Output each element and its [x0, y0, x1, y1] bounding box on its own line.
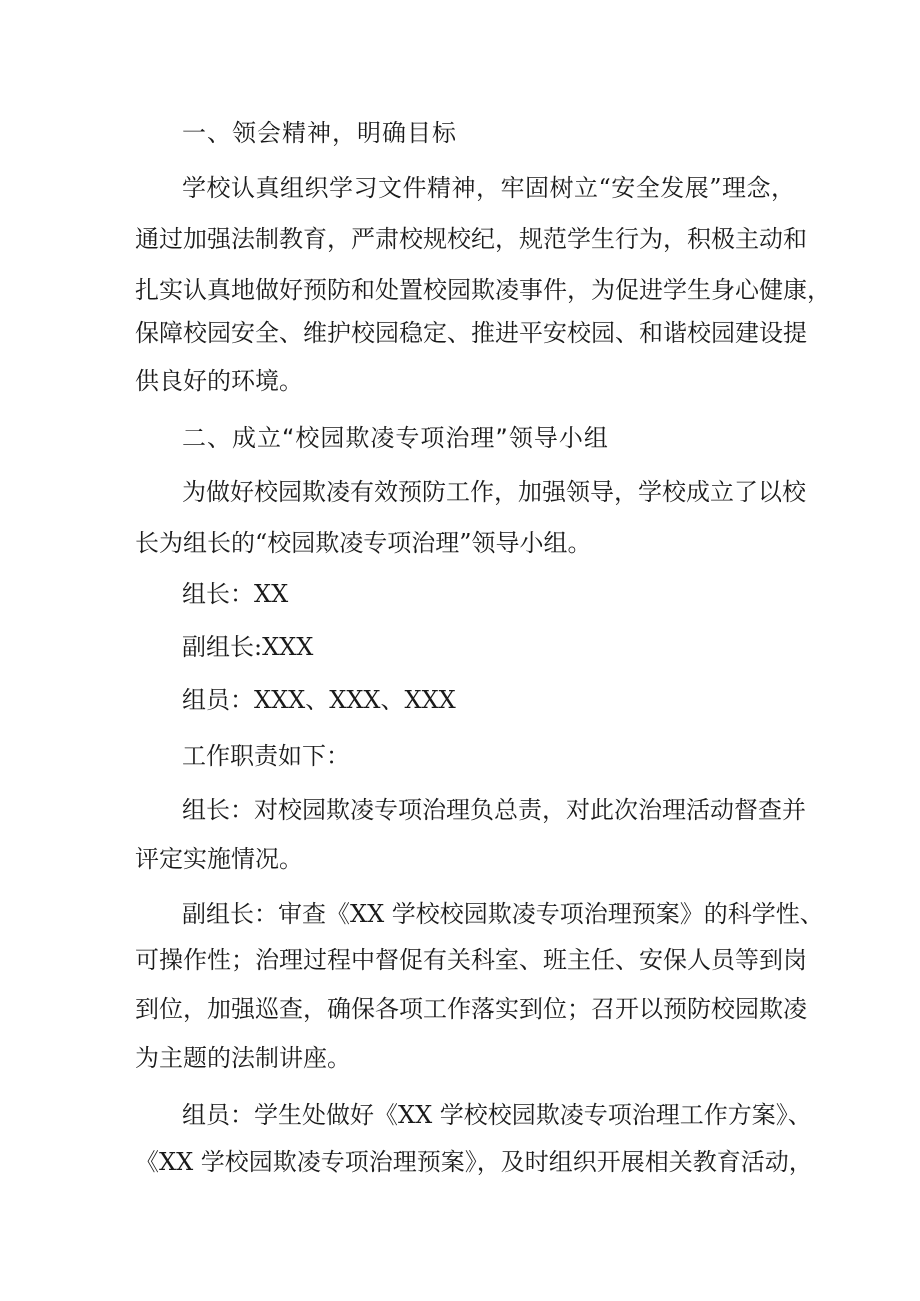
- paragraph-line: 可操作性；治理过程中督促有关科室、班主任、安保人员等到岗: [135, 946, 807, 974]
- leader-line: 组长：XX: [182, 580, 289, 608]
- paragraph-line: 供良好的环境。: [135, 367, 303, 395]
- paragraph-line: 保障校园安全、维护校园稳定、推进平安校园、和谐校园建设提: [135, 319, 807, 347]
- paragraph-line: 组员：学生处做好《XX 学校校园欺凌专项治理工作方案》、: [182, 1101, 812, 1129]
- paragraph-line: 为做好校园欺凌有效预防工作，加强领导，学校成立了以校: [182, 478, 806, 506]
- paragraph-line: 组长：对校园欺凌专项治理负总责，对此次治理活动督查并: [182, 796, 806, 824]
- paragraph-line: 通过加强法制教育，严肃校规校纪，规范学生行为，积极主动和: [135, 225, 807, 253]
- deputy-leader-line: 副组长:XXX: [182, 633, 314, 661]
- section-1-heading: 一、领会精神，明确目标: [182, 119, 457, 147]
- members-line: 组员：XXX、XXX、XXX: [182, 686, 456, 714]
- paragraph-line: 评定实施情况。: [135, 845, 303, 873]
- paragraph-line: 《XX 学校园欺凌专项治理预案》，及时组织开展相关教育活动，: [135, 1148, 813, 1176]
- paragraph-line: 长为组长的“校园欺凌专项治理”领导小组。: [135, 529, 592, 557]
- paragraph-line: 学校认真组织学习文件精神，牢固树立“安全发展”理念，: [182, 174, 795, 202]
- duties-title: 工作职责如下：: [182, 742, 350, 770]
- paragraph-line: 为主题的法制讲座。: [135, 1044, 351, 1072]
- paragraph-line: 到位，加强巡查，确保各项工作落实到位；召开以预防校园欺凌: [135, 995, 807, 1023]
- paragraph-line: 副组长：审查《XX 学校校园欺凌专项治理预案》的科学性、: [182, 900, 824, 928]
- section-2-heading: 二、成立“校园欺凌专项治理”领导小组: [182, 424, 609, 452]
- paragraph-line: 扎实认真地做好预防和处置校园欺凌事件，为促进学生身心健康，: [135, 276, 831, 304]
